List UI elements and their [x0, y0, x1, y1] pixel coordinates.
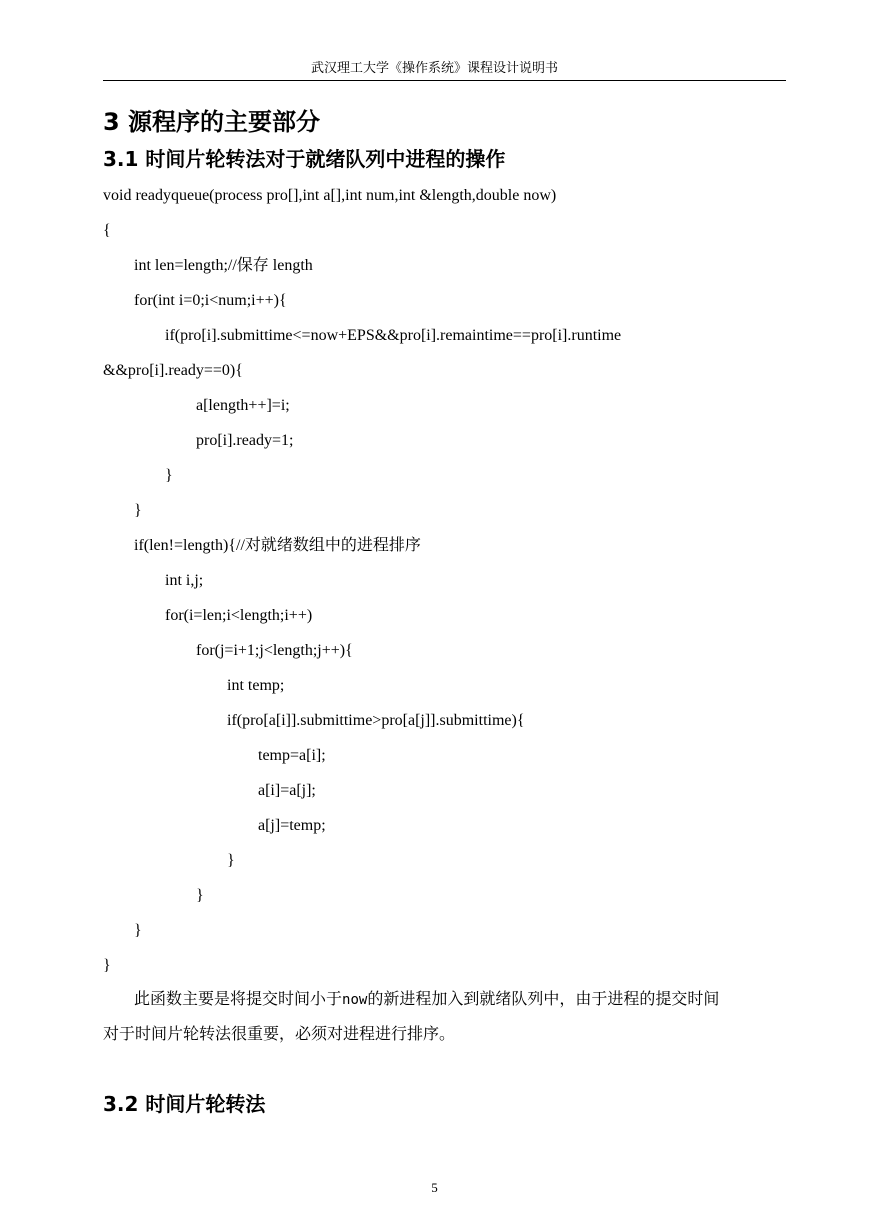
section-heading: 3 源程序的主要部分 [103, 108, 321, 136]
code-line: &&pro[i].ready==0){ [103, 362, 243, 379]
code-line: if(pro[a[i]].submittime>pro[a[j]].submittime){ [227, 712, 525, 729]
code-line: temp=a[i]; [258, 747, 326, 764]
code-line: } [196, 887, 204, 904]
code-line: a[length++]=i; [196, 397, 290, 414]
paragraph-text: 的新进程加入到就绪队列中，由于进程的提交时间 [367, 991, 720, 1008]
paragraph-line: 对于时间片轮转法很重要，必须对进程进行排序。 [103, 1026, 456, 1043]
code-line: } [227, 852, 235, 869]
code-line: int len=length;//保存 length [134, 257, 313, 274]
code-line: } [134, 502, 142, 519]
code-line: } [165, 467, 173, 484]
subsection-heading-3-2: 3.2 时间片轮转法 [103, 1092, 266, 1116]
page-header [0, 60, 869, 76]
code-line: for(i=len;i<length;i++) [165, 607, 313, 624]
code-line: { [103, 222, 111, 239]
code-line: } [103, 957, 111, 974]
code-line: if(pro[i].submittime<=now+EPS&&pro[i].remaintime==pro[i].runtime [165, 327, 622, 344]
code-line: if(len!=length){//对就绪数组中的进程排序 [134, 537, 421, 554]
page-number: 5 [431, 1180, 438, 1195]
code-block [103, 183, 803, 988]
code-line: int temp; [227, 677, 285, 694]
code-line: a[i]=a[j]; [258, 782, 316, 799]
code-line: a[j]=temp; [258, 817, 326, 834]
paragraph-text: 此函数主要是将提交时间小于 [134, 991, 343, 1008]
code-line: void readyqueue(process pro[],int a[],int num,int &length,double now) [103, 187, 557, 204]
description-paragraph [103, 987, 786, 1057]
code-line: int i,j; [165, 572, 204, 589]
inline-code: now [342, 992, 368, 1008]
code-line: } [134, 922, 142, 939]
header-divider [103, 80, 786, 81]
paragraph-line [103, 987, 786, 1022]
code-line: for(int i=0;i<num;i++){ [134, 292, 287, 309]
code-line: pro[i].ready=1; [196, 432, 294, 449]
code-line: for(j=i+1;j<length;j++){ [196, 642, 353, 659]
subsection-heading-3-1: 3.1 时间片轮转法对于就绪队列中进程的操作 [103, 147, 506, 171]
header-title: 武汉理工大学《操作系统》课程设计说明书 [310, 60, 558, 75]
